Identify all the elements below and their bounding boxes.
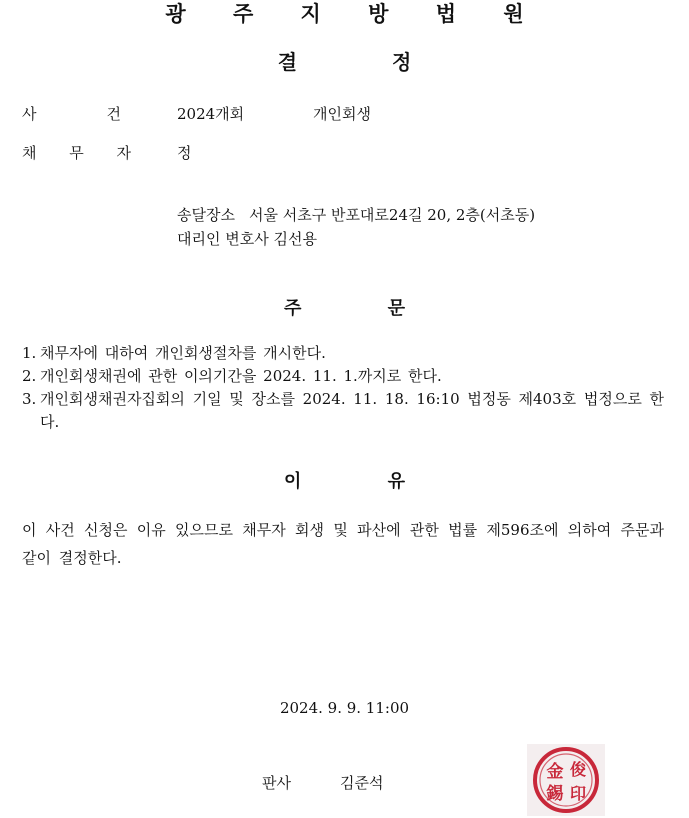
svg-text:錫: 錫 <box>546 784 564 804</box>
svg-text:俊: 俊 <box>569 760 587 779</box>
debtor-label: 채 무 자 <box>22 144 132 162</box>
order-item <box>22 342 664 365</box>
case-label <box>22 103 121 124</box>
decision-date: 2024. 9. 9. 11:00 <box>279 699 410 717</box>
order-item-text: 채무자에 대하여 개인회생절차를 개시한다. <box>40 344 326 362</box>
order-item <box>22 388 664 434</box>
case-label-char-1: 사 <box>22 105 37 123</box>
document-type-title: 결 정 <box>277 50 412 74</box>
svg-text:金: 金 <box>546 762 564 782</box>
judge-title: 판사 <box>262 774 291 792</box>
order-item-number: 3. <box>22 390 37 408</box>
order-item <box>22 365 664 388</box>
debtor-name: 정 <box>177 144 192 162</box>
reason-heading: 이 유 <box>283 471 406 492</box>
order-heading: 주 문 <box>283 298 406 319</box>
order-list <box>22 342 664 434</box>
order-item-text: 개인회생채권자집회의 기일 및 장소를 2024. 11. 18. 16:10 법정동 제403호 법정으로 한다. <box>40 390 664 431</box>
reason-text: 이 사건 신청은 이유 있으므로 채무자 회생 및 파산에 관한 법률 제596조에 의하여 주문과 같이 결정한다. <box>22 521 664 567</box>
order-item-number: 2. <box>22 367 37 385</box>
service-address <box>177 204 535 225</box>
order-item-number: 1. <box>22 344 37 362</box>
svg-text:印: 印 <box>569 784 587 803</box>
order-item-text: 개인회생채권에 관한 이의기간을 2024. 11. 1.까지로 한다. <box>40 367 442 385</box>
case-number: 2024개회 <box>177 105 245 123</box>
service-address-value: 서울 서초구 반포대로24길 20, 2층(서초동) <box>248 206 536 224</box>
legal-agent: 대리인 변호사 김선용 <box>177 230 317 248</box>
court-name: 광 주 지 방 법 원 <box>165 2 544 26</box>
service-address-label: 송달장소 <box>177 206 235 224</box>
judge-seal-stamp <box>527 744 605 816</box>
judge-name: 김준석 <box>340 774 384 792</box>
case-name: 개인회생 <box>313 105 371 123</box>
case-label-char-2: 건 <box>106 105 121 123</box>
